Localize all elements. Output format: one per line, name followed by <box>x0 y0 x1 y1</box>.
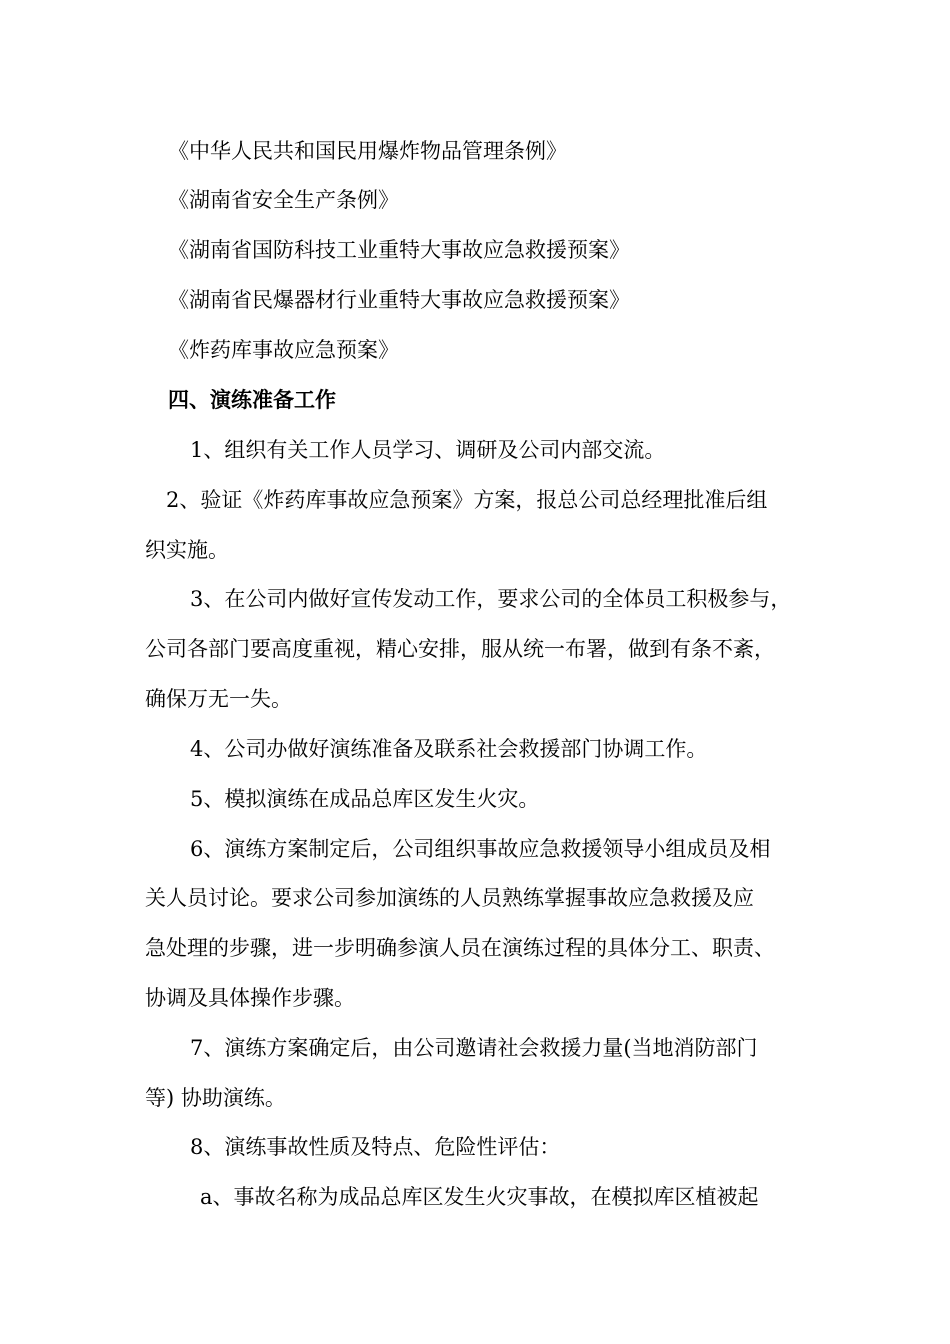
paragraph-line: 2、验证《炸药库事故应急预案》方案，报总公司总经理批准后组 <box>166 488 768 512</box>
paragraph-line: 公司各部门要高度重视，精心安排，服从统一布署，做到有条不紊， <box>145 637 775 661</box>
reference-4: 《湖南省民爆器材行业重特大事故应急救援预案》 <box>168 288 630 312</box>
paragraph-line: 1、组织有关工作人员学习、调研及公司内部交流。 <box>190 438 666 462</box>
reference-2: 《湖南省安全生产条例》 <box>168 188 399 212</box>
section-heading: 四、演练准备工作 <box>168 388 336 412</box>
paragraph-line: 等) 协助演练。 <box>145 1086 286 1110</box>
paragraph-line: 确保万无一失。 <box>145 687 292 711</box>
paragraph-line: 3、在公司内做好宣传发动工作，要求公司的全体员工积极参与， <box>190 587 792 611</box>
reference-1: 《中华人民共和国民用爆炸物品管理条例》 <box>168 139 567 163</box>
paragraph-line: 6、演练方案制定后，公司组织事故应急救援领导小组成员及相 <box>190 837 771 861</box>
paragraph-line: 4、公司办做好演练准备及联系社会救援部门协调工作。 <box>190 737 708 761</box>
paragraph-line: 协调及具体操作步骤。 <box>145 986 355 1010</box>
paragraph-line: a、事故名称为成品总库区发生火灾事故，在模拟库区植被起 <box>200 1185 759 1209</box>
paragraph-line: 关人员讨论。要求公司参加演练的人员熟练掌握事故应急救援及应 <box>145 886 754 910</box>
paragraph-line: 急处理的步骤，进一步明确参演人员在演练过程的具体分工、职责、 <box>145 936 775 960</box>
reference-3: 《湖南省国防科技工业重特大事故应急救援预案》 <box>168 238 630 262</box>
paragraph-line: 8、演练事故性质及特点、危险性评估： <box>190 1135 561 1159</box>
paragraph-line: 7、演练方案确定后，由公司邀请社会救援力量(当地消防部门 <box>190 1036 758 1060</box>
paragraph-line: 5、模拟演练在成品总库区发生火灾。 <box>190 787 540 811</box>
reference-5: 《炸药库事故应急预案》 <box>168 338 399 362</box>
paragraph-line: 织实施。 <box>145 538 229 562</box>
